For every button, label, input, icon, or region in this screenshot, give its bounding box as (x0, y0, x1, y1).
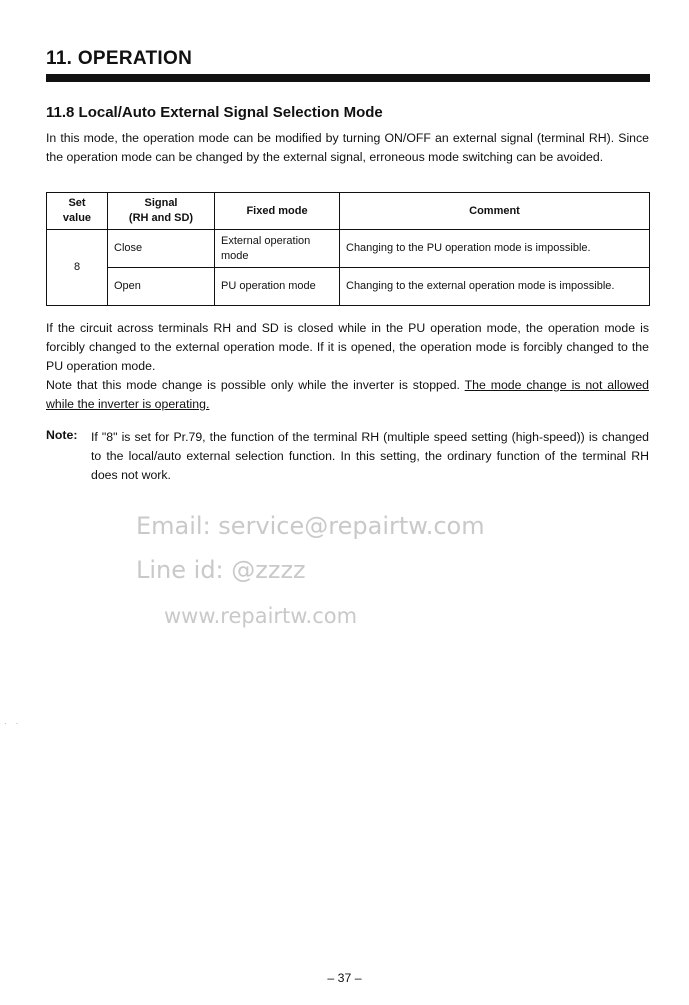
header-signal (108, 193, 215, 230)
header-fixed-mode: Fixed mode (215, 193, 340, 230)
section-title: 11.8 Local/Auto External Signal Selection Mode (46, 104, 383, 121)
intro-paragraph: In this mode, the operation mode can be modified by turning ON/OFF an external signal (terminal RH). Since the operation mode can be changed by the external signal, erroneous mode switching can be avoided. (46, 131, 649, 164)
cell-signal: Open (108, 268, 215, 306)
body-text: If the circuit across terminals RH and SD is closed while in the PU operation mode, the operation mode is forcibly changed to the external operation mode. If it is opened, the operation mode is forcibly changed to the PU operation mode. (46, 321, 649, 373)
watermark-line-id: Line id: @zzzz (136, 556, 306, 584)
header-signal-line2: (RH and SD) (128, 212, 194, 224)
watermark-site: www.repairtw.com (164, 604, 358, 628)
table-row (47, 230, 650, 268)
cell-set-value: 8 (47, 230, 108, 306)
margin-marks: . . (4, 716, 22, 727)
heading-rule (46, 74, 650, 82)
cell-comment: Changing to the PU operation mode is impossible. (340, 230, 650, 268)
table-header-row (47, 193, 650, 230)
header-set-line2: value (62, 212, 92, 224)
header-comment: Comment (340, 193, 650, 230)
mode-table (46, 192, 650, 306)
note-label: Note: (46, 428, 78, 442)
cell-signal: Close (108, 230, 215, 268)
header-set-value (47, 193, 108, 230)
chapter-title: 11. OPERATION (46, 48, 193, 69)
table-row (47, 268, 650, 306)
page-number: – 37 – (327, 971, 362, 985)
watermark-email: Email: service@repairtw.com (136, 512, 485, 540)
body-paragraph (46, 319, 649, 414)
cell-comment: Changing to the external operation mode is impossible. (340, 268, 650, 306)
cell-fixed-mode: PU operation mode (215, 268, 340, 306)
header-set-line1: Set (68, 197, 86, 209)
header-signal-line1: Signal (144, 197, 178, 209)
body-note-start: Note that this mode change is possible only while the inverter is stopped. (46, 378, 465, 392)
body-note-underlined: The mode change is not allowed while the inverter is operating. (46, 378, 649, 411)
cell-fixed-mode: External operation mode (215, 230, 340, 268)
note-text: If "8" is set for Pr.79, the function of the terminal RH (multiple speed setting (high-speed)) is changed to the local/auto external selection function. In this setting, the ordinary function of the terminal RH does not work. (91, 430, 649, 482)
